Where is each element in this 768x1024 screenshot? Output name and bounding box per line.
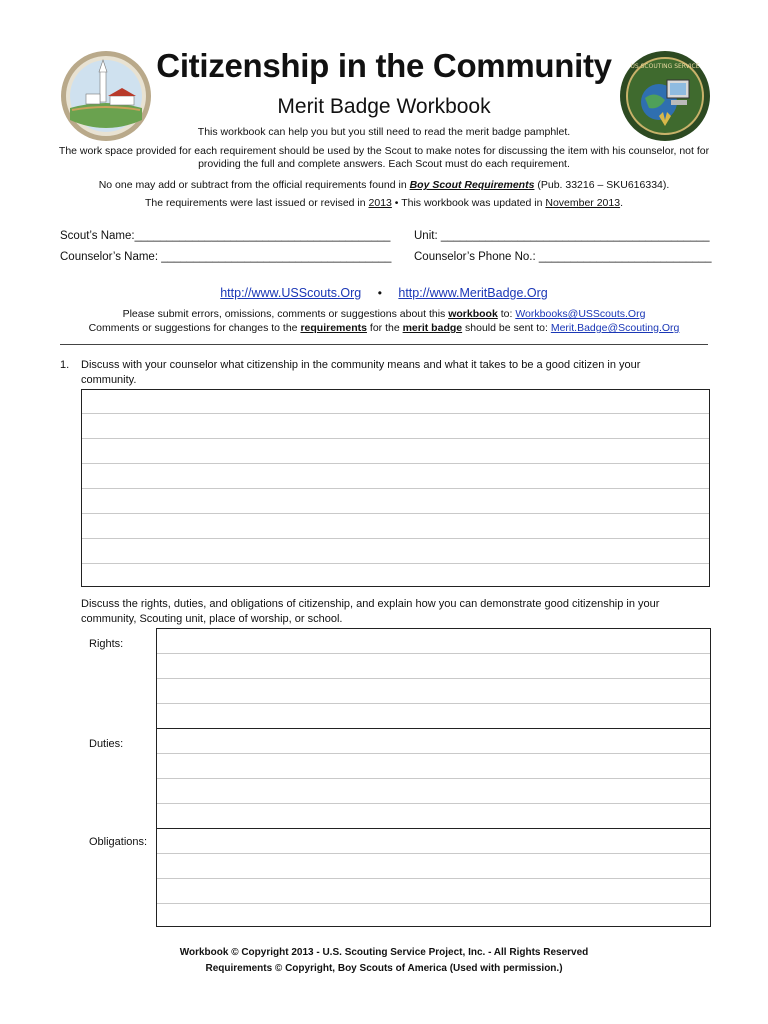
link-separator: • [377, 286, 382, 300]
counselor-phone-field[interactable]: Counselor’s Phone No.: ___________________________ [414, 251, 712, 263]
answer-line [157, 854, 710, 879]
answer-line [157, 629, 710, 654]
requirement-1-subpart-text: Discuss the rights, duties, and obligations of citizenship, and explain how you can demonstrate good citizenship in your community, Scouting unit, place of worship, or school. [81, 598, 660, 625]
answer-line [82, 390, 709, 414]
page-subtitle: Merit Badge Workbook [277, 95, 491, 118]
answer-line [157, 879, 710, 904]
answer-line [82, 414, 709, 439]
revision-year: 2013 [368, 197, 392, 209]
answer-line [82, 464, 709, 489]
section-divider [60, 344, 708, 345]
answer-line [82, 439, 709, 464]
workbook-updated-date: November 2013 [545, 197, 621, 209]
rights-last-line [157, 704, 710, 729]
answer-box-1[interactable] [81, 389, 710, 587]
intro-line-3: No one may add or subtract from the official requirements found in Boy Scout Requirements (Pub. 33216 – SKU616334). [98, 179, 670, 191]
intro-line-4: The requirements were last issued or revised in 2013 • This workbook was updated in November 2013. [145, 197, 623, 209]
duties-last-line [157, 804, 710, 829]
obligations-label: Obligations: [89, 836, 148, 848]
merit-badge-email-link[interactable]: Merit.Badge@Scouting.Org [550, 322, 680, 334]
counselor-name-field[interactable]: Counselor’s Name: ____________________________________ [60, 251, 392, 263]
answer-line [157, 779, 710, 804]
boy-scout-requirements-title: Boy Scout Requirements [409, 179, 535, 191]
answer-line [82, 514, 709, 539]
obligations-section[interactable] [157, 829, 710, 904]
svg-text:US SCOUTING SERVICE: US SCOUTING SERVICE [630, 63, 700, 70]
page-title: Citizenship in the Community [156, 47, 612, 84]
rights-label: Rights: [89, 638, 124, 650]
answer-line [82, 489, 709, 514]
answer-line [157, 729, 710, 754]
answer-line [82, 539, 709, 564]
duties-section[interactable] [157, 729, 710, 804]
answer-line [157, 754, 710, 779]
usscouts-link[interactable]: http://www.USScouts.Org [220, 286, 362, 300]
rights-section[interactable] [157, 629, 710, 704]
answer-line [157, 829, 710, 854]
links-row [0, 284, 768, 302]
requirement-number: 1. [60, 359, 70, 371]
submit-line-1: Please submit errors, omissions, comments or suggestions about this workbook to: Workbooks@USScouts.Org [122, 308, 646, 320]
intro-line-2b: providing the full and complete answers. Each Scout must do each requirement. [198, 158, 570, 170]
answer-box-rights-duties-obligations[interactable] [156, 628, 711, 927]
workbooks-email-link[interactable]: Workbooks@USScouts.Org [515, 308, 646, 320]
answer-line [157, 679, 710, 704]
unit-field[interactable]: Unit: __________________________________________ [414, 230, 710, 242]
intro-line-2a: The work space provided for each requirement should be used by the Scout to make notes for discussing the item with his counselor, not for [58, 145, 710, 157]
scout-name-field[interactable]: Scout’s Name:________________________________________ [60, 230, 391, 242]
intro-line-1: This workbook can help you but you still need to read the merit badge pamphlet. [197, 126, 571, 138]
submit-line-2: Comments or suggestions for changes to the requirements for the merit badge should be sent to: Merit.Badge@Scouting.Org [88, 322, 680, 334]
duties-label: Duties: [89, 738, 124, 750]
requirement-1-text: Discuss with your counselor what citizenship in the community means and what it takes to be a good citizen in your community. [81, 359, 641, 386]
footer-copyright-requirements: Requirements © Copyright, Boy Scouts of America (Used with permission.) [205, 963, 563, 974]
footer-copyright-workbook: Workbook © Copyright 2013 - U.S. Scouting Service Project, Inc. - All Rights Reserved [179, 947, 589, 958]
meritbadge-link[interactable]: http://www.MeritBadge.Org [398, 286, 548, 300]
answer-line [157, 654, 710, 679]
